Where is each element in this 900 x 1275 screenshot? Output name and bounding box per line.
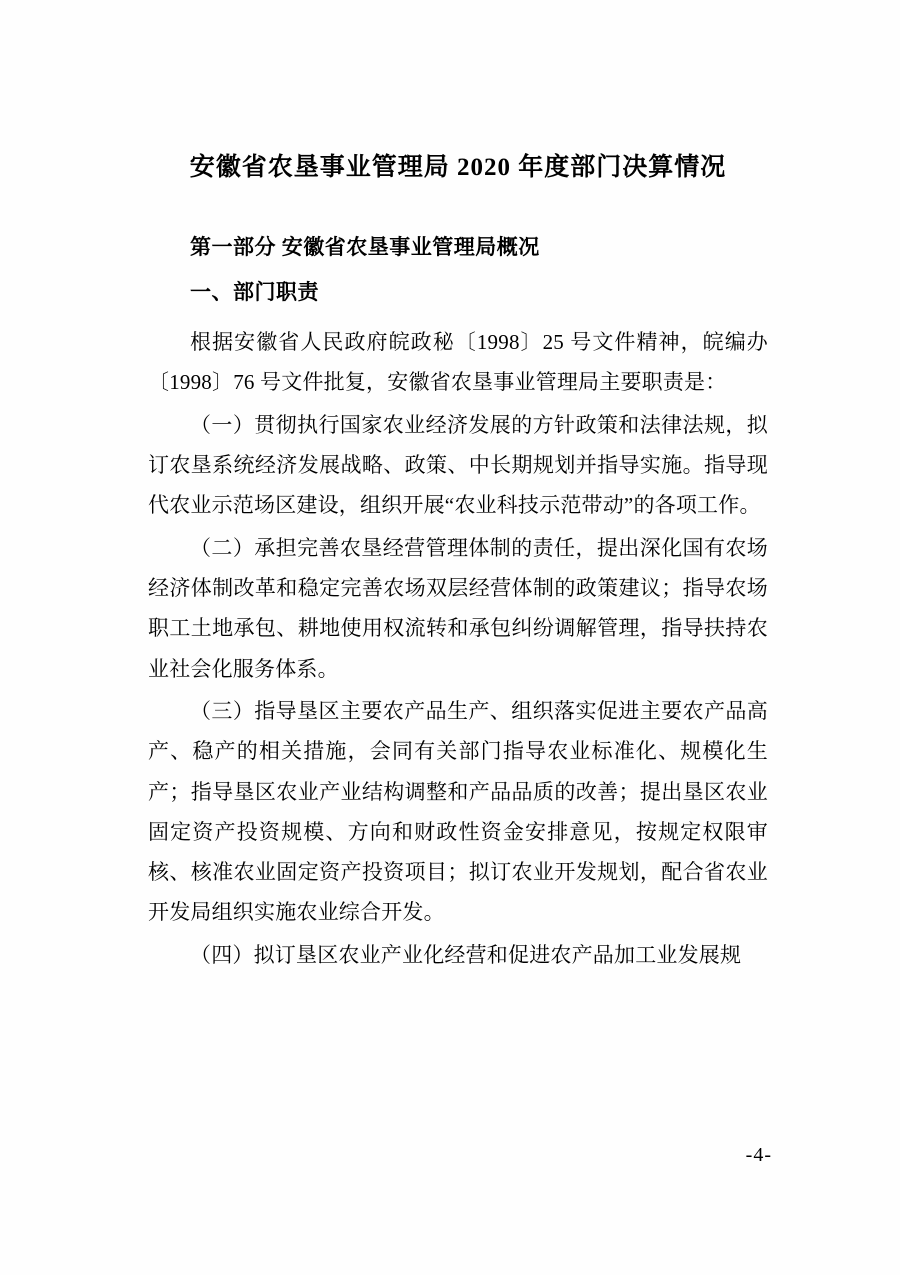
paragraph-item-2: （二）承担完善农垦经营管理体制的责任，提出深化国有农场经济体制改革和稳定完善农场双层经营体制的政策建议；指导农场职工土地承包、耕地使用权流转和承包纠纷调解管理，指导扶持农业社会化服务体系。 <box>148 535 768 681</box>
section-heading-duties: 一、部门职责 <box>190 279 319 304</box>
page-number: -4- <box>745 1144 772 1166</box>
paragraph-item-1: （一）贯彻执行国家农业经济发展的方针政策和法律法规，拟订农垦系统经济发展战略、政策、中长期规划并指导实施。指导现代农业示范场区建设，组织开展“农业科技示范带动”的各项工作。 <box>148 412 768 518</box>
paragraph-basis: 根据安徽省人民政府皖政秘〔1998〕25 号文件精神，皖编办〔1998〕76 号文件批复，安徽省农垦事业管理局主要职责是： <box>148 330 768 395</box>
document-body <box>148 150 768 977</box>
paragraph-item-3: （三）指导垦区主要农产品生产、组织落实促进主要农产品高产、稳产的相关措施，会同有关部门指导农业标准化、规模化生产；指导垦区农业产业结构调整和产品品质的改善；提出垦区农业固定资产投资规模、方向和财政性资金安排意见，按规定权限审核、核准农业固定资产投资项目；拟订农业开发规划，配合省农业开发局组织实施农业综合开发。 <box>148 698 768 925</box>
page-title: 安徽省农垦事业管理局 2020 年度部门决算情况 <box>189 154 727 181</box>
part-heading: 第一部分 安徽省农垦事业管理局概况 <box>190 235 540 259</box>
paragraph-item-4: （四）拟订垦区农业产业化经营和促进农产品加工业发展规 <box>190 942 742 967</box>
